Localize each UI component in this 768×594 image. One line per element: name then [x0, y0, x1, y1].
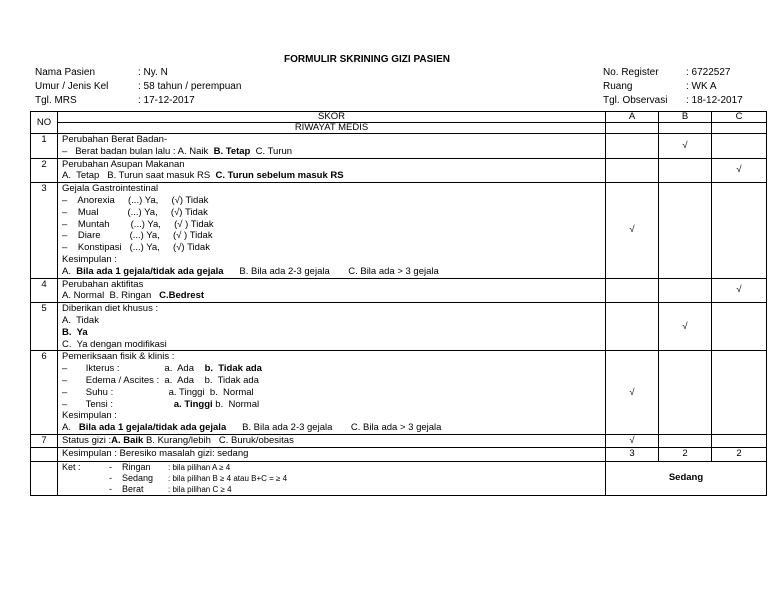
patient-name-value: : Ny. N [138, 67, 168, 78]
description-line: B. Ya [62, 326, 88, 338]
score-b-cell: √ [659, 134, 712, 159]
description-line: A. Bila ada 1 gejala/tidak ada gejala B. Bila ada 2-3 gejala C. Bila ada > 3 gejala [62, 265, 439, 277]
form-title: FORMULIR SKRINING GIZI PASIEN [284, 54, 450, 65]
description-line: C. Ya dengan modifikasi [62, 338, 167, 350]
score-b-cell [659, 351, 712, 435]
description-line: Diberikan diet khusus : [62, 303, 159, 315]
score-a-cell [606, 278, 659, 303]
patient-info-left-values [138, 66, 241, 108]
patient-info-right-values [686, 66, 743, 108]
score-c-cell [712, 134, 767, 159]
criteria-rows [31, 134, 767, 448]
row-description [58, 303, 606, 351]
final-result: Sedang [606, 461, 767, 495]
score-c-cell [712, 351, 767, 435]
row-description [58, 158, 606, 183]
legend-label: Ket : [62, 461, 81, 472]
col-b-header: B [659, 112, 712, 123]
legend-rule-sedang: : bila pilihan B ≥ 4 atau B+C = ≥ 4 [168, 473, 288, 483]
legend-rules [168, 462, 287, 495]
score-a-cell: √ [606, 183, 659, 278]
score-b-cell: √ [659, 303, 712, 351]
legend-cell [58, 461, 606, 495]
description-line: – Mual (...) Ya, (√) Tidak [62, 206, 208, 218]
description-line: – Konstipasi (...) Ya, (√) Tidak [62, 242, 210, 254]
description-line: – Muntah (...) Ya, (√ ) Tidak [62, 218, 214, 230]
description-line: Perubahan Berat Badan- [62, 134, 168, 145]
row-description [58, 183, 606, 278]
table-row [31, 351, 767, 435]
col-c-header: C [712, 112, 767, 123]
register-no-label: No. Register [603, 67, 659, 78]
score-c-cell [712, 434, 767, 447]
table-row [31, 134, 767, 159]
description-line: Perubahan Asupan Makanan [62, 158, 185, 170]
row-number: 6 [31, 351, 58, 435]
admission-date-label: Tgl. MRS [35, 95, 77, 106]
legend-berat: Berat [122, 483, 144, 494]
patient-age-value: : 58 tahun / perempuan [138, 81, 242, 92]
row-number: 1 [31, 134, 58, 159]
score-c-cell [712, 183, 767, 278]
room-label: Ruang [603, 81, 633, 92]
score-a-cell [606, 158, 659, 183]
score-b-cell [659, 183, 712, 278]
table-row [31, 158, 767, 183]
description-line: – Suhu : a. Tinggi b. Normal [62, 386, 254, 398]
riwayat-medis-header: RIWAYAT MEDIS [58, 123, 606, 134]
row-number: 7 [31, 434, 58, 447]
score-a-cell [606, 303, 659, 351]
score-b-cell [659, 158, 712, 183]
row-number: 2 [31, 158, 58, 183]
score-c-cell: √ [712, 278, 767, 303]
room-value: : WK A [686, 81, 717, 92]
observation-date-label: Tgl. Observasi [603, 95, 668, 106]
description-line: A. Normal B. Ringan C.Bedrest [62, 290, 205, 302]
row-number: 5 [31, 303, 58, 351]
register-no-value: : 6722527 [686, 67, 731, 78]
legend-rule-berat: : bila pilihan C ≥ 4 [168, 484, 232, 494]
description-line: Kesimpulan : [62, 253, 117, 265]
description-line: Kesimpulan : [62, 410, 117, 422]
patient-name-label: Nama Pasien [35, 67, 96, 78]
skor-header: SKOR [58, 112, 606, 123]
table-subheader-row [31, 123, 767, 134]
description-line: – Ikterus : a. Ada b. Tidak ada [62, 363, 262, 375]
total-b: 2 [659, 447, 712, 461]
row-description [58, 434, 606, 447]
description-line: – Anorexia (...) Ya, (√) Tidak [62, 194, 209, 206]
total-a: 3 [606, 447, 659, 461]
patient-age-label: Umur / Jenis Kel [35, 81, 109, 92]
score-b-cell [659, 434, 712, 447]
screening-table [30, 111, 767, 496]
legend-sedang: Sedang [122, 472, 154, 483]
legend-names [122, 462, 153, 495]
table-row [31, 434, 767, 447]
score-a-cell: √ [606, 434, 659, 447]
observation-date-value: : 18-12-2017 [686, 95, 743, 106]
conclusion-text: Kesimpulan : Beresiko masalah gizi: sedang [58, 447, 606, 461]
description-line: – Diare (...) Ya, (√ ) Tidak [62, 230, 213, 242]
conclusion-row [31, 447, 767, 461]
score-a-cell: √ [606, 351, 659, 435]
legend-ringan: Ringan [122, 461, 151, 472]
description-line: – Tensi : a. Tinggi b. Normal [62, 398, 260, 410]
table-header-row [31, 112, 767, 123]
total-c: 2 [712, 447, 767, 461]
description-line: A. Tetap B. Turun saat masuk RS C. Turun sebelum masuk RS [62, 170, 344, 182]
score-c-cell: √ [712, 158, 767, 183]
no-header: NO [31, 112, 58, 134]
patient-info-right [603, 66, 667, 108]
description-line: – Edema / Ascites : a. Ada b. Tidak ada [62, 374, 259, 386]
col-a-header: A [606, 112, 659, 123]
description-line: Perubahan aktifitas [62, 278, 144, 290]
row-description [58, 278, 606, 303]
score-c-cell [712, 303, 767, 351]
description-line: Gejala Gastrointestinal [62, 183, 159, 195]
description-line: A. Tidak [62, 314, 99, 326]
row-description [58, 134, 606, 159]
legend-dashes: - - - [109, 461, 112, 494]
description-line: Pemeriksaan fisik & klinis : [62, 351, 175, 363]
row-description [58, 351, 606, 435]
table-row [31, 183, 767, 278]
legend-row [31, 461, 767, 495]
table-row [31, 303, 767, 351]
legend-rule-ringan: : bila pilihan A ≥ 4 [168, 462, 231, 472]
admission-date-value: : 17-12-2017 [138, 95, 195, 106]
score-b-cell [659, 278, 712, 303]
row-number: 4 [31, 278, 58, 303]
score-a-cell [606, 134, 659, 159]
description-line: A. Bila ada 1 gejala/tidak ada gejala B. Bila ada 2-3 gejala C. Bila ada > 3 gejala [62, 422, 442, 434]
patient-info-left [35, 66, 108, 108]
table-row [31, 278, 767, 303]
description-line: Status gizi :A. Baik B. Kurang/lebih C. Buruk/obesitas [62, 434, 294, 446]
row-number: 3 [31, 183, 58, 278]
description-line: – Berat badan bulan lalu : A. Naik B. Tetap C. Turun [62, 145, 293, 157]
